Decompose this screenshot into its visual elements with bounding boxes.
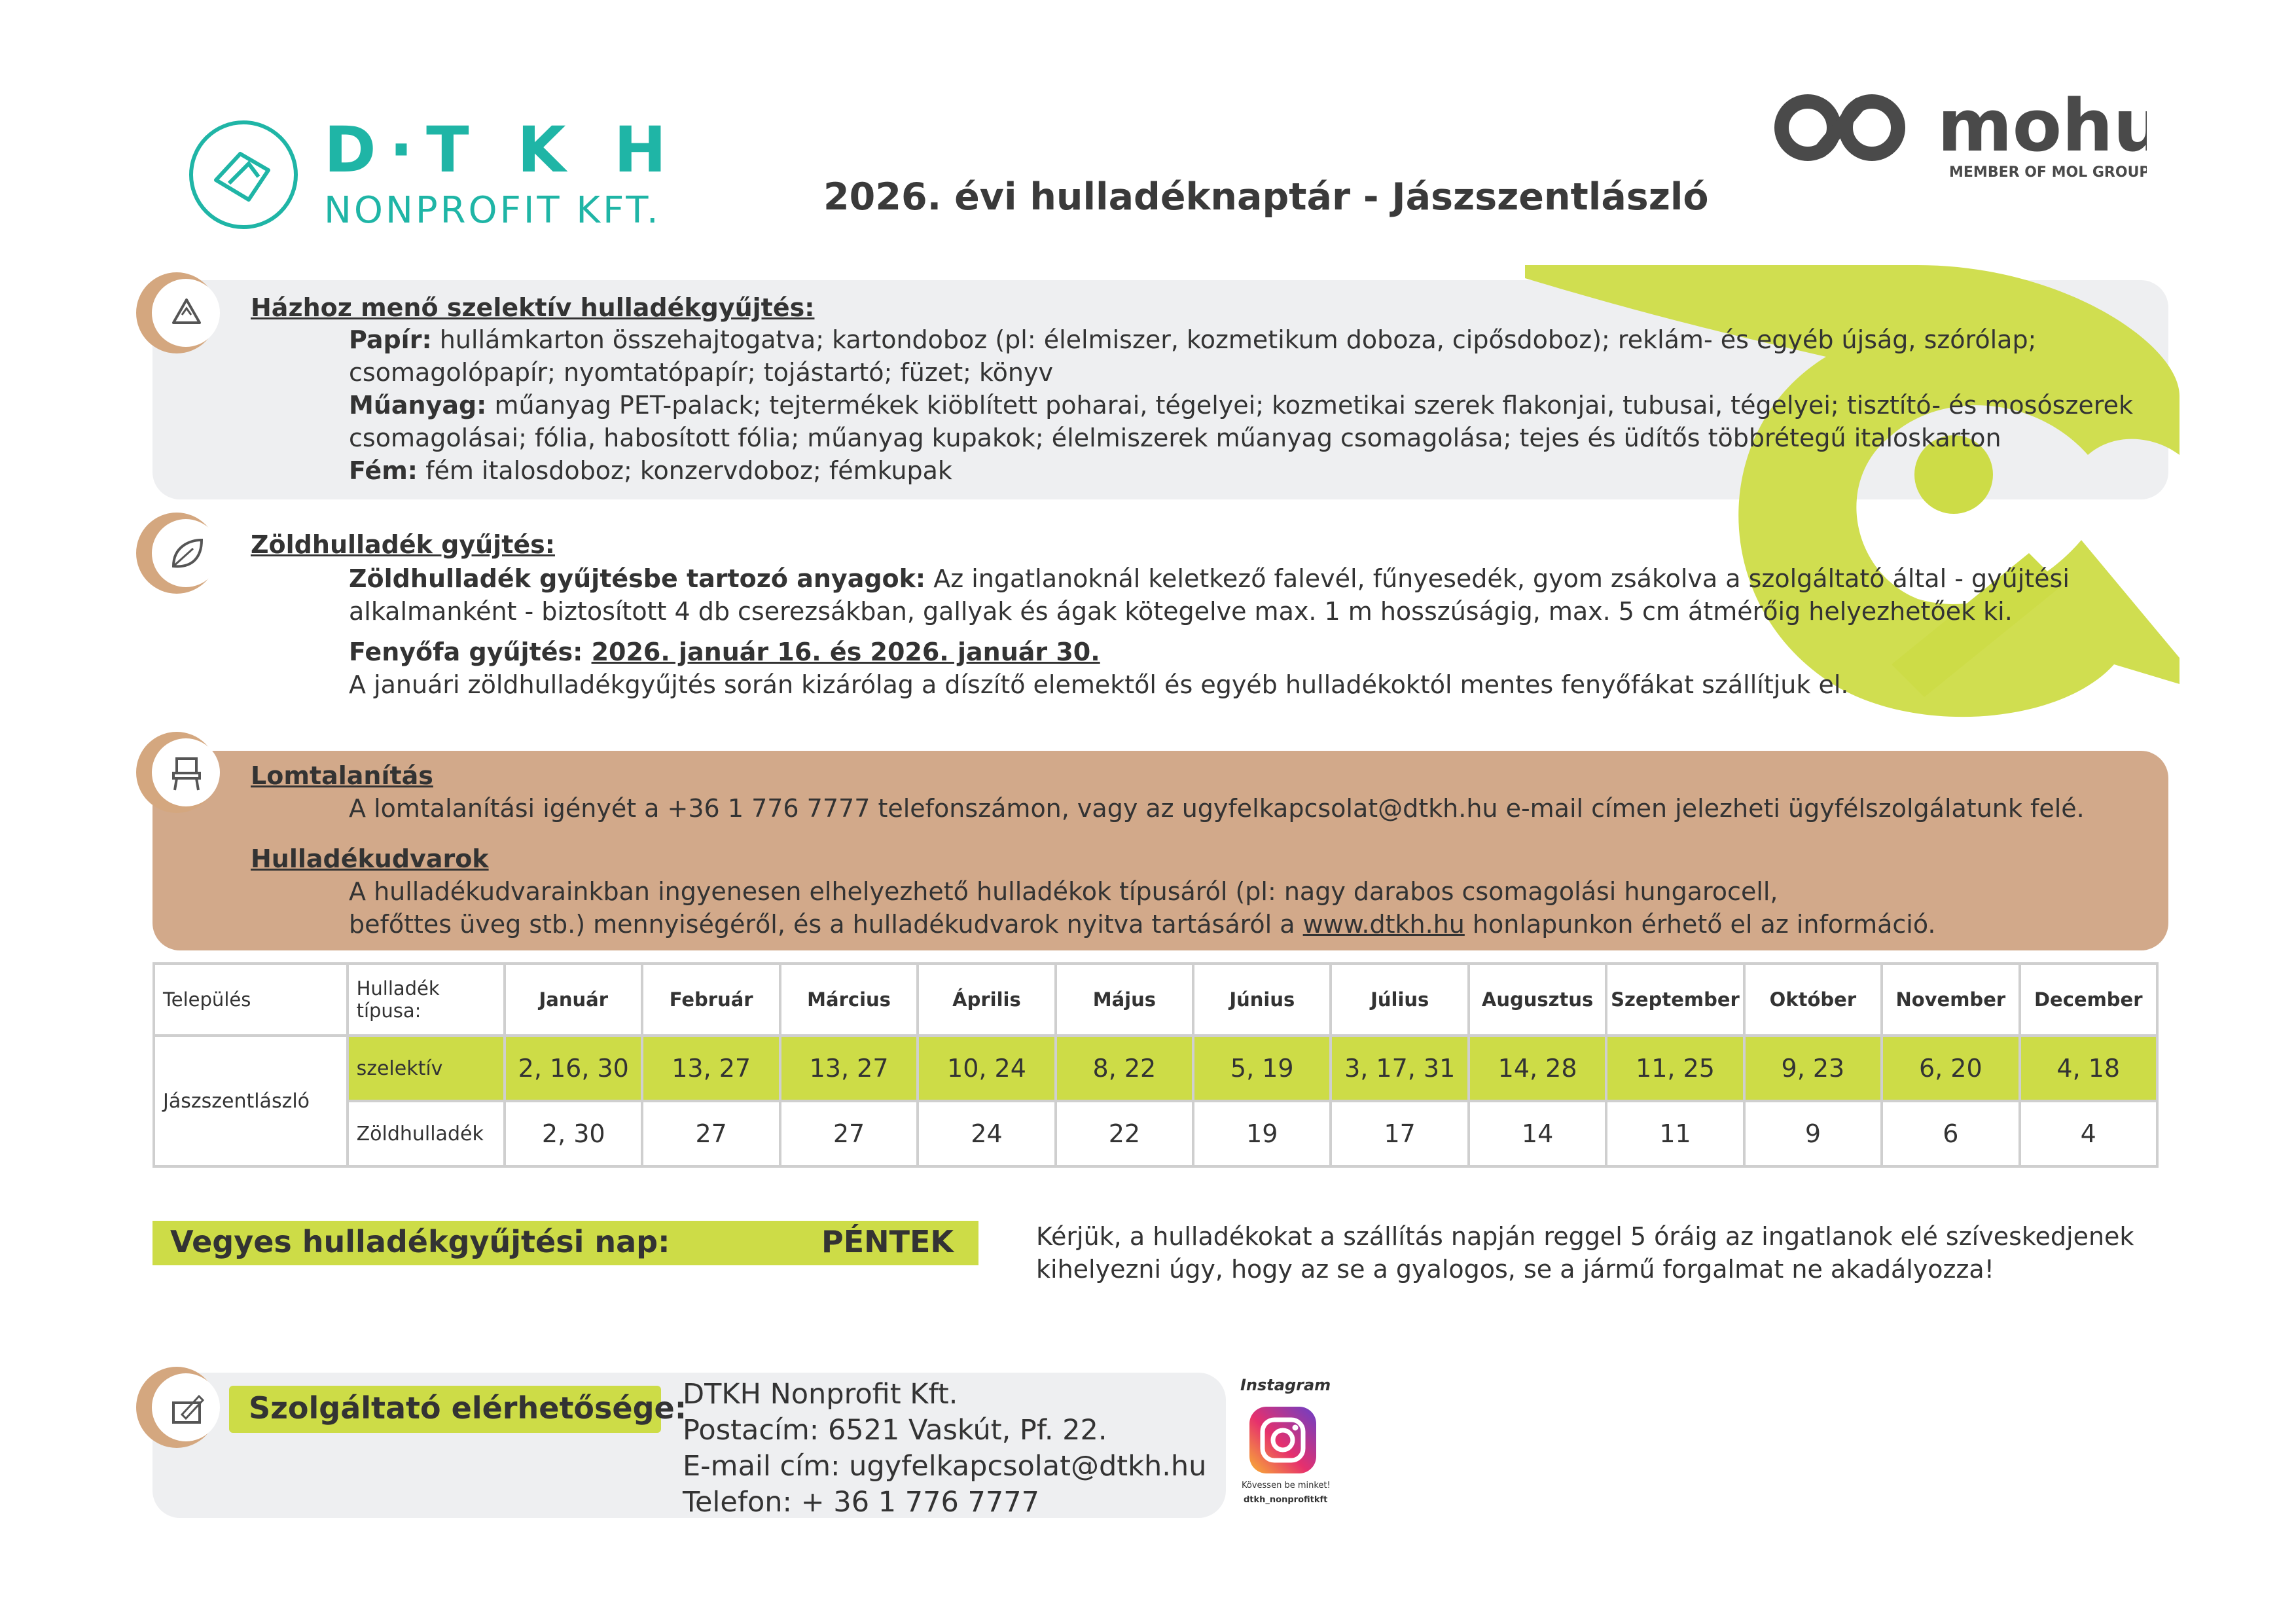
mixed-waste-day: PÉNTEK [821, 1224, 954, 1259]
xmas-line [349, 638, 1100, 666]
dtkh-logo-subtext: NONPROFIT KFT. [324, 189, 661, 232]
month-header: Január [505, 964, 642, 1036]
bulky-title: Lomtalanítás [251, 761, 433, 790]
instagram-title: Instagram [1240, 1376, 1331, 1394]
instagram-handle[interactable]: dtkh_nonprofitkft [1244, 1495, 1328, 1505]
yards-line-1: A hulladékudvarainkban ingyenesen elhelyezhető hulladékok típusáról (pl: nagy darabos csomagolási hungarocell, [349, 877, 1778, 906]
month-header: November [1882, 964, 2019, 1036]
writing-badge [131, 1362, 223, 1453]
xmas-dates: 2026. január 16. és 2026. január 30. [591, 638, 1100, 666]
date-cell: 19 [1193, 1101, 1331, 1166]
date-cell: 11 [1606, 1101, 1744, 1166]
page-title: 2026. évi hulladéknaptár - Jászszentlászló [823, 175, 1709, 219]
mohu-logo-text: mohu [1937, 84, 2147, 168]
date-cell: 10, 24 [918, 1036, 1055, 1101]
month-header: Július [1331, 964, 1468, 1036]
date-cell: 8, 22 [1056, 1036, 1193, 1101]
paper-line-2: csomagolópapír; nyomtatópapír; tojástartó; füzet; könyv [349, 358, 1053, 387]
plastic-line-2: csomagolásai; fólia, habosított fólia; műanyag kupakok; élelmiszerek műanyag csomagolása; tejes és üdítős többrétegű italoskarton [349, 424, 2001, 452]
date-cell: 9, 23 [1744, 1036, 1882, 1101]
date-cell: 27 [780, 1101, 918, 1166]
contact-company: DTKH Nonprofit Kft. [683, 1378, 958, 1411]
month-header: December [2020, 964, 2157, 1036]
date-cell: 2, 16, 30 [505, 1036, 642, 1101]
date-cell: 14 [1469, 1101, 1606, 1166]
dtkh-website-link[interactable]: www.dtkh.hu [1302, 910, 1465, 939]
waste-type-cell: szelektív [348, 1036, 505, 1101]
contact-email[interactable]: E-mail cím: ugyfelkapcsolat@dtkh.hu [683, 1450, 1207, 1483]
yards-line-2 [349, 910, 1936, 939]
paper-text: hullámkarton összehajtogatva; kartondoboz (pl: élelmiszer, kozmetikum doboza, cipősdoboz); reklám- és egyéb újság, szórólap; [431, 325, 2037, 354]
chair-badge [131, 727, 223, 818]
month-header: Június [1193, 964, 1331, 1036]
yards-line-2-end: honlapunkon érhető el az információ. [1464, 910, 1936, 939]
waste-type-cell: Zöldhulladék [348, 1101, 505, 1166]
date-cell: 5, 19 [1193, 1036, 1331, 1101]
contact-address: Postacím: 6521 Vaskút, Pf. 22. [683, 1414, 1107, 1447]
month-header: Április [918, 964, 1055, 1036]
col-town-header: Település [154, 964, 348, 1036]
date-cell: 6 [1882, 1101, 2019, 1166]
month-header: Október [1744, 964, 1882, 1036]
date-cell: 4 [2020, 1101, 2157, 1166]
date-cell: 22 [1056, 1101, 1193, 1166]
placement-notice-line-1: Kérjük, a hulladékokat a szállítás napján reggel 5 óráig az ingatlanok elé szíveskedjenek [1036, 1222, 2134, 1251]
green-materials-label: Zöldhulladék gyűjtésbe tartozó anyagok: [349, 564, 926, 593]
date-cell: 14, 28 [1469, 1036, 1606, 1101]
date-cell: 9 [1744, 1101, 1882, 1166]
xmas-label: Fenyőfa gyűjtés: [349, 638, 592, 666]
yards-line-2-start: befőttes üveg stb.) mennyiségéről, és a hulladékudvarok nyitva tartásáról a [349, 910, 1303, 939]
col-type-header: Hulladék típusa: [348, 964, 505, 1036]
yards-title: Hulladékudvarok [251, 844, 489, 873]
green-materials-line-2: alkalmanként - biztosított 4 db cserezsákban, gallyak és ágak kötegelve max. 1 m hosszúságig, max. 5 cm átmérőig helyezhetőek ki. [349, 597, 2013, 626]
plastic-text: műanyag PET-palack; tejtermékek kiöblített poharai, tégelyei; kozmetikai szerek flakonjai, tubusai, tégelyei; tisztító- és mosószerek [486, 391, 2133, 420]
recycle-badge [131, 267, 223, 359]
date-cell: 2, 30 [505, 1101, 642, 1166]
month-header: Március [780, 964, 918, 1036]
date-cell: 24 [918, 1101, 1055, 1166]
date-cell: 6, 20 [1882, 1036, 2019, 1101]
instagram-icon[interactable] [1247, 1404, 1319, 1476]
date-cell: 27 [642, 1101, 780, 1166]
date-cell: 13, 27 [780, 1036, 918, 1101]
month-header: Február [642, 964, 780, 1036]
green-materials-line-1 [349, 564, 2070, 593]
date-cell: 4, 18 [2020, 1036, 2157, 1101]
paper-label: Papír: [349, 325, 432, 354]
dtkh-emblem-icon [187, 118, 697, 232]
contact-phone: Telefon: + 36 1 776 7777 [683, 1486, 1039, 1519]
green-title: Zöldhulladék gyűjtés: [251, 530, 555, 559]
xmas-note: A januári zöldhulladékgyűjtés során kizárólag a díszítő elemektől és egyéb hulladékoktól mentes fenyőfákat szállítjuk el. [349, 670, 1849, 699]
bulky-text: A lomtalanítási igényét a +36 1 776 7777 telefonszámon, vagy az ugyfelkapcsolat@dtkh.hu e-mail címen jelezheti ügyfélszolgálatunk felé. [349, 794, 2085, 823]
date-cell: 13, 27 [642, 1036, 780, 1101]
metal-line [349, 456, 952, 485]
green-materials-text: Az ingatlanoknál keletkező falevél, fűnyesedék, gyom zsákolva a szolgáltató által - gyűjtési [925, 564, 2070, 593]
month-header: Május [1056, 964, 1193, 1036]
town-cell: Jászszentlászló [154, 1036, 348, 1166]
contact-label: Szolgáltató elérhetősége: [249, 1390, 687, 1426]
schedule-table [152, 962, 2159, 1168]
plastic-label: Műanyag: [349, 391, 487, 420]
selective-title: Házhoz menő szelektív hulladékgyűjtés: [251, 293, 815, 322]
mohu-emblem-icon [1767, 82, 2147, 187]
instagram-follow-text: Kövessen be minket! [1242, 1481, 1331, 1490]
month-header: Szeptember [1606, 964, 1744, 1036]
mixed-waste-label: Vegyes hulladékgyűjtési nap: [170, 1224, 670, 1259]
mohu-tagline: MEMBER OF MOL GROUP [1949, 164, 2147, 181]
date-cell: 17 [1331, 1101, 1468, 1166]
table-row-green [154, 1101, 2157, 1166]
table-header-row [154, 964, 2157, 1036]
date-cell: 3, 17, 31 [1331, 1036, 1468, 1101]
paper-line-1 [349, 325, 2036, 354]
leaf-badge [131, 507, 223, 599]
dtkh-logo [187, 118, 697, 232]
month-header: Augusztus [1469, 964, 1606, 1036]
dtkh-logo-text: D·T K H [324, 118, 680, 187]
metal-text: fém italosdoboz; konzervdoboz; fémkupak [417, 456, 952, 485]
placement-notice-line-2: kihelyezni úgy, hogy az se a gyalogos, se a jármű forgalmat ne akadályozza! [1036, 1255, 1994, 1284]
mohu-logo [1767, 82, 2147, 187]
date-cell: 11, 25 [1606, 1036, 1744, 1101]
metal-label: Fém: [349, 456, 418, 485]
table-row-selective [154, 1036, 2157, 1101]
plastic-line-1 [349, 391, 2133, 420]
